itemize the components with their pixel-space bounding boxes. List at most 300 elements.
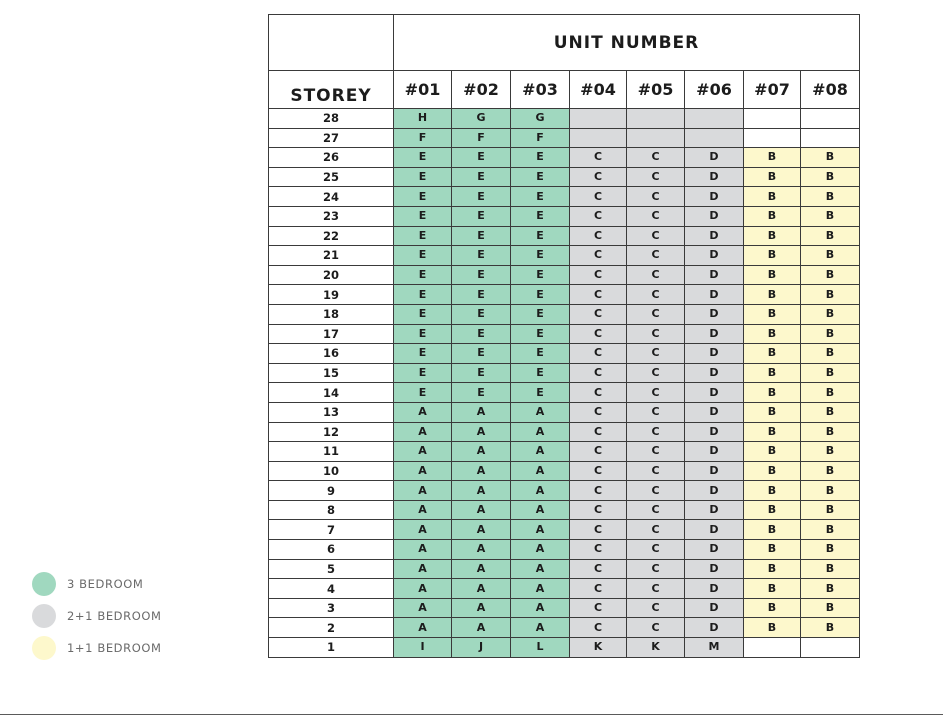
unit-type-cell: I <box>394 638 452 658</box>
unit-type-cell: B <box>744 402 801 422</box>
unit-type-cell: F <box>511 128 570 148</box>
unit-type-cell: D <box>685 383 744 403</box>
storey-cell: 6 <box>269 540 394 560</box>
storey-cell: 13 <box>269 402 394 422</box>
unit-type-cell: C <box>570 187 627 207</box>
table-row <box>269 128 860 148</box>
unit-type-cell: B <box>801 500 860 520</box>
unit-type-cell: E <box>452 206 511 226</box>
unit-type-cell: C <box>627 285 685 305</box>
unit-type-cell <box>744 638 801 658</box>
unit-type-cell <box>801 109 860 129</box>
unit-type-cell <box>570 109 627 129</box>
unit-type-cell <box>685 109 744 129</box>
table-row <box>269 324 860 344</box>
unit-header: #03 <box>511 71 570 109</box>
unit-type-cell: B <box>801 559 860 579</box>
unit-type-cell: E <box>511 304 570 324</box>
table-row <box>269 344 860 364</box>
unit-type-cell: E <box>452 344 511 364</box>
table-row <box>269 148 860 168</box>
unit-type-cell: E <box>511 344 570 364</box>
unit-type-cell: A <box>394 500 452 520</box>
storey-cell: 4 <box>269 579 394 599</box>
unit-type-cell: C <box>570 265 627 285</box>
unit-type-cell: A <box>452 540 511 560</box>
storey-cell: 22 <box>269 226 394 246</box>
unit-type-cell: C <box>627 559 685 579</box>
unit-type-cell: B <box>744 500 801 520</box>
unit-type-cell: D <box>685 559 744 579</box>
storey-cell: 11 <box>269 442 394 462</box>
storey-cell: 14 <box>269 383 394 403</box>
unit-type-cell: B <box>801 422 860 442</box>
unit-type-cell: B <box>744 540 801 560</box>
unit-type-cell: C <box>627 500 685 520</box>
unit-type-cell: C <box>627 148 685 168</box>
unit-type-cell: B <box>801 363 860 383</box>
storey-cell: 27 <box>269 128 394 148</box>
unit-type-cell: C <box>570 579 627 599</box>
unit-type-cell: B <box>744 579 801 599</box>
unit-type-cell: A <box>394 520 452 540</box>
unit-type-cell: F <box>394 128 452 148</box>
unit-type-cell: E <box>394 265 452 285</box>
unit-type-cell: E <box>511 206 570 226</box>
table-row <box>269 383 860 403</box>
storey-cell: 21 <box>269 246 394 266</box>
unit-type-cell: B <box>801 304 860 324</box>
legend <box>32 568 162 664</box>
unit-type-cell: M <box>685 638 744 658</box>
unit-type-cell: C <box>570 540 627 560</box>
unit-type-cell: C <box>627 442 685 462</box>
unit-type-cell: D <box>685 246 744 266</box>
unit-type-cell: C <box>627 344 685 364</box>
unit-type-cell: C <box>627 598 685 618</box>
legend-swatch-3-bedroom <box>32 572 56 596</box>
unit-type-cell: C <box>627 324 685 344</box>
unit-type-cell: D <box>685 500 744 520</box>
storey-cell: 28 <box>269 109 394 129</box>
unit-type-cell: K <box>627 638 685 658</box>
unit-type-cell: C <box>627 226 685 246</box>
unit-type-cell: C <box>570 422 627 442</box>
storey-cell: 9 <box>269 481 394 501</box>
table-row <box>269 500 860 520</box>
unit-type-cell: E <box>394 363 452 383</box>
unit-type-cell: D <box>685 461 744 481</box>
unit-type-cell: C <box>570 520 627 540</box>
unit-type-cell: E <box>452 324 511 344</box>
unit-type-cell: E <box>394 285 452 305</box>
unit-type-cell: C <box>627 383 685 403</box>
unit-type-cell: B <box>744 246 801 266</box>
storey-cell: 3 <box>269 598 394 618</box>
unit-type-cell: A <box>511 500 570 520</box>
unit-header: #08 <box>801 71 860 109</box>
legend-label: 3 BEDROOM <box>67 577 144 591</box>
legend-item-2-1-bedroom <box>32 600 162 632</box>
unit-type-cell <box>801 638 860 658</box>
storey-cell: 17 <box>269 324 394 344</box>
unit-type-cell: E <box>452 187 511 207</box>
unit-type-cell: D <box>685 324 744 344</box>
unit-type-cell: A <box>511 559 570 579</box>
unit-type-cell: C <box>627 520 685 540</box>
unit-type-cell <box>627 109 685 129</box>
unit-type-cell: E <box>394 167 452 187</box>
unit-type-cell: C <box>627 422 685 442</box>
unit-type-cell <box>627 128 685 148</box>
storey-cell: 12 <box>269 422 394 442</box>
unit-type-cell: B <box>744 422 801 442</box>
unit-type-cell: C <box>627 246 685 266</box>
unit-type-cell: E <box>394 226 452 246</box>
unit-type-cell: E <box>452 285 511 305</box>
storey-cell: 20 <box>269 265 394 285</box>
unit-type-cell: C <box>570 481 627 501</box>
table-row <box>269 461 860 481</box>
unit-type-cell: B <box>801 579 860 599</box>
unit-type-cell: A <box>452 481 511 501</box>
unit-type-cell: G <box>511 109 570 129</box>
unit-type-cell: B <box>801 598 860 618</box>
legend-label: 1+1 BEDROOM <box>67 641 162 655</box>
unit-header: #01 <box>394 71 452 109</box>
unit-type-cell: B <box>801 618 860 638</box>
unit-type-cell: E <box>511 187 570 207</box>
unit-type-cell: C <box>570 246 627 266</box>
unit-type-cell: C <box>570 598 627 618</box>
unit-type-cell: C <box>627 618 685 638</box>
unit-type-cell: B <box>801 265 860 285</box>
unit-type-cell: C <box>570 402 627 422</box>
unit-type-cell: C <box>627 481 685 501</box>
unit-type-cell: B <box>801 520 860 540</box>
unit-type-cell: C <box>570 383 627 403</box>
unit-type-cell: C <box>570 559 627 579</box>
unit-type-cell: B <box>744 481 801 501</box>
unit-type-cell: A <box>394 442 452 462</box>
unit-type-cell: B <box>801 344 860 364</box>
unit-type-cell: E <box>394 206 452 226</box>
unit-type-cell: B <box>744 304 801 324</box>
table-row <box>269 187 860 207</box>
unit-type-cell: C <box>627 363 685 383</box>
unit-type-cell: C <box>570 167 627 187</box>
unit-type-cell: A <box>452 442 511 462</box>
unit-type-cell: B <box>801 226 860 246</box>
unit-type-cell: B <box>801 383 860 403</box>
unit-type-cell: A <box>511 422 570 442</box>
table-row <box>269 442 860 462</box>
unit-type-cell: B <box>744 167 801 187</box>
unit-type-cell: A <box>394 422 452 442</box>
unit-type-cell: B <box>744 148 801 168</box>
legend-swatch-2-1-bedroom <box>32 604 56 628</box>
unit-type-cell: A <box>394 559 452 579</box>
unit-type-cell: A <box>511 461 570 481</box>
unit-type-cell: A <box>452 500 511 520</box>
unit-type-cell: E <box>452 304 511 324</box>
table-row <box>269 598 860 618</box>
unit-type-cell: E <box>511 265 570 285</box>
table-row <box>269 226 860 246</box>
unit-type-cell: B <box>801 461 860 481</box>
unit-type-cell <box>570 128 627 148</box>
table-row <box>269 109 860 129</box>
unit-type-cell: C <box>627 402 685 422</box>
unit-header: #06 <box>685 71 744 109</box>
unit-type-cell: E <box>511 285 570 305</box>
table-row <box>269 422 860 442</box>
unit-type-cell: A <box>452 402 511 422</box>
bottom-divider <box>0 714 943 715</box>
unit-type-cell: A <box>394 579 452 599</box>
unit-type-cell: D <box>685 344 744 364</box>
unit-type-cell: C <box>570 285 627 305</box>
unit-type-cell: A <box>452 559 511 579</box>
table-row <box>269 520 860 540</box>
unit-type-cell: B <box>744 559 801 579</box>
unit-type-cell: B <box>744 344 801 364</box>
unit-type-cell: B <box>801 481 860 501</box>
unit-type-cell: C <box>570 461 627 481</box>
unit-header: #02 <box>452 71 511 109</box>
unit-table <box>268 14 860 658</box>
storey-cell: 24 <box>269 187 394 207</box>
unit-type-cell: E <box>511 167 570 187</box>
storey-cell: 7 <box>269 520 394 540</box>
table-row <box>269 246 860 266</box>
unit-header: #04 <box>570 71 627 109</box>
unit-type-cell: E <box>511 324 570 344</box>
table-row <box>269 618 860 638</box>
unit-type-cell: B <box>744 618 801 638</box>
unit-type-cell: D <box>685 402 744 422</box>
unit-type-cell: C <box>570 442 627 462</box>
storey-cell: 18 <box>269 304 394 324</box>
unit-type-cell: D <box>685 579 744 599</box>
unit-type-cell: C <box>627 265 685 285</box>
unit-type-cell: D <box>685 442 744 462</box>
storey-cell: 10 <box>269 461 394 481</box>
table-row <box>269 481 860 501</box>
unit-type-cell <box>744 128 801 148</box>
unit-type-cell: A <box>394 461 452 481</box>
unit-type-cell: D <box>685 422 744 442</box>
unit-type-cell <box>801 128 860 148</box>
unit-type-cell: E <box>394 383 452 403</box>
unit-type-cell: B <box>801 285 860 305</box>
unit-type-cell: B <box>744 363 801 383</box>
unit-type-cell: B <box>744 324 801 344</box>
unit-type-cell: B <box>801 540 860 560</box>
unit-type-cell: E <box>452 148 511 168</box>
unit-type-cell: F <box>452 128 511 148</box>
unit-type-cell: C <box>570 363 627 383</box>
table-row <box>269 265 860 285</box>
table-row <box>269 579 860 599</box>
unit-type-cell: B <box>744 265 801 285</box>
unit-type-cell: B <box>744 598 801 618</box>
unit-type-cell: D <box>685 598 744 618</box>
unit-type-cell: D <box>685 304 744 324</box>
unit-type-cell: C <box>570 304 627 324</box>
unit-type-cell: B <box>744 206 801 226</box>
unit-type-cell <box>685 128 744 148</box>
table-body <box>269 109 860 658</box>
unit-type-cell: E <box>511 246 570 266</box>
corner-cell <box>269 15 394 71</box>
unit-type-cell: A <box>511 520 570 540</box>
unit-type-cell: D <box>685 206 744 226</box>
unit-type-cell: C <box>627 579 685 599</box>
unit-type-cell: C <box>627 187 685 207</box>
table-row <box>269 540 860 560</box>
unit-type-cell: C <box>627 167 685 187</box>
unit-type-cell <box>744 109 801 129</box>
unit-type-cell: K <box>570 638 627 658</box>
unit-type-cell: D <box>685 618 744 638</box>
unit-type-cell: C <box>627 206 685 226</box>
unit-type-cell: E <box>394 304 452 324</box>
unit-type-cell: E <box>511 363 570 383</box>
unit-type-cell: B <box>744 226 801 246</box>
unit-type-cell: D <box>685 148 744 168</box>
unit-type-cell: A <box>511 618 570 638</box>
unit-type-cell: E <box>452 383 511 403</box>
unit-type-cell: B <box>801 206 860 226</box>
unit-type-cell: D <box>685 265 744 285</box>
storey-cell: 1 <box>269 638 394 658</box>
unit-type-cell: D <box>685 363 744 383</box>
unit-type-cell: A <box>394 618 452 638</box>
unit-type-cell: A <box>511 598 570 618</box>
unit-type-cell: A <box>511 540 570 560</box>
unit-type-cell: B <box>744 187 801 207</box>
unit-type-cell: E <box>511 148 570 168</box>
table-row <box>269 402 860 422</box>
unit-type-cell: B <box>744 285 801 305</box>
unit-type-cell: C <box>627 540 685 560</box>
table-row <box>269 285 860 305</box>
storey-cell: 2 <box>269 618 394 638</box>
unit-type-cell: D <box>685 187 744 207</box>
storey-cell: 23 <box>269 206 394 226</box>
storey-cell: 16 <box>269 344 394 364</box>
unit-type-cell: E <box>511 383 570 403</box>
legend-swatch-1-1-bedroom <box>32 636 56 660</box>
unit-type-cell: E <box>452 226 511 246</box>
unit-type-cell: B <box>744 383 801 403</box>
unit-type-cell: E <box>452 246 511 266</box>
unit-type-cell: A <box>511 402 570 422</box>
unit-type-cell: E <box>394 344 452 364</box>
legend-item-1-1-bedroom <box>32 632 162 664</box>
unit-type-cell: C <box>627 304 685 324</box>
unit-type-cell: C <box>570 148 627 168</box>
table-row <box>269 559 860 579</box>
unit-type-cell: E <box>452 167 511 187</box>
unit-type-cell: A <box>452 422 511 442</box>
storey-cell: 25 <box>269 167 394 187</box>
legend-label: 2+1 BEDROOM <box>67 609 162 623</box>
unit-type-cell: D <box>685 540 744 560</box>
unit-type-cell: B <box>744 442 801 462</box>
unit-type-cell: E <box>394 324 452 344</box>
unit-type-cell: D <box>685 520 744 540</box>
storey-cell: 15 <box>269 363 394 383</box>
unit-type-cell: A <box>394 402 452 422</box>
unit-type-cell: C <box>570 344 627 364</box>
unit-type-cell: A <box>511 442 570 462</box>
unit-header: #05 <box>627 71 685 109</box>
unit-type-cell: B <box>801 167 860 187</box>
storey-cell: 5 <box>269 559 394 579</box>
unit-type-cell: J <box>452 638 511 658</box>
unit-type-cell: B <box>744 520 801 540</box>
unit-number-title: UNIT NUMBER <box>394 15 860 71</box>
unit-type-cell: A <box>452 598 511 618</box>
unit-type-cell: B <box>801 148 860 168</box>
unit-type-cell: A <box>394 481 452 501</box>
unit-type-cell: E <box>394 246 452 266</box>
unit-type-cell: E <box>452 363 511 383</box>
table-row <box>269 167 860 187</box>
unit-type-cell: C <box>570 618 627 638</box>
unit-type-cell: C <box>570 206 627 226</box>
unit-type-cell: B <box>801 402 860 422</box>
storey-cell: 19 <box>269 285 394 305</box>
unit-type-cell: C <box>570 500 627 520</box>
unit-type-cell: A <box>394 598 452 618</box>
unit-type-cell: A <box>511 579 570 599</box>
unit-type-cell: C <box>570 226 627 246</box>
unit-type-cell: B <box>801 246 860 266</box>
unit-type-cell: C <box>627 461 685 481</box>
unit-type-cell: C <box>570 324 627 344</box>
unit-type-cell: A <box>452 461 511 481</box>
unit-type-cell: E <box>394 187 452 207</box>
unit-type-cell: E <box>452 265 511 285</box>
storey-cell: 8 <box>269 500 394 520</box>
table-row <box>269 363 860 383</box>
unit-type-cell: A <box>452 579 511 599</box>
unit-type-cell: H <box>394 109 452 129</box>
unit-type-cell: D <box>685 167 744 187</box>
unit-type-cell: A <box>394 540 452 560</box>
unit-type-cell: G <box>452 109 511 129</box>
unit-type-cell: D <box>685 481 744 501</box>
unit-type-cell: B <box>801 442 860 462</box>
unit-header: #07 <box>744 71 801 109</box>
unit-type-cell: A <box>452 618 511 638</box>
legend-item-3-bedroom <box>32 568 162 600</box>
unit-type-cell: D <box>685 226 744 246</box>
unit-type-cell: E <box>394 148 452 168</box>
unit-type-cell: A <box>452 520 511 540</box>
unit-type-cell: D <box>685 285 744 305</box>
table-row <box>269 304 860 324</box>
unit-type-cell: L <box>511 638 570 658</box>
unit-type-cell: E <box>511 226 570 246</box>
unit-type-cell: A <box>511 481 570 501</box>
storey-cell: 26 <box>269 148 394 168</box>
storey-header: STOREY <box>269 71 394 109</box>
table-row <box>269 638 860 658</box>
